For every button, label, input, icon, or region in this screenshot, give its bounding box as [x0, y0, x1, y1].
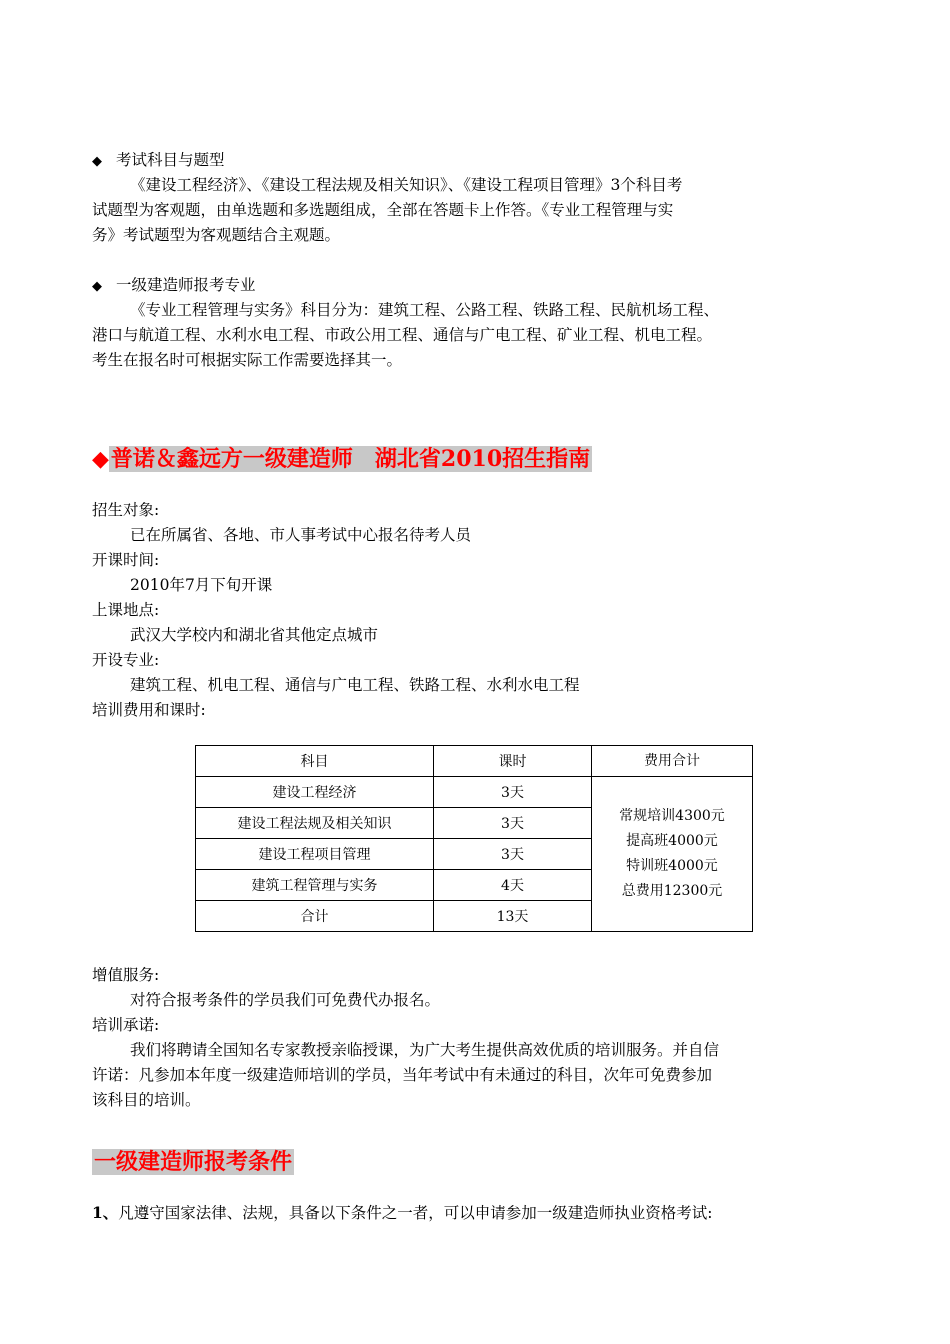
header-fee: 费用合计	[592, 746, 753, 777]
promise-label: 培训承诺:	[92, 1016, 160, 1034]
guide-value: 2010年7月下旬开课	[130, 576, 273, 594]
service-label: 增值服务:	[92, 966, 160, 984]
guide-label: 开设专业:	[92, 651, 160, 669]
section2-paragraph: 《专业工程管理与实务》科目分为：建筑工程、公路工程、铁路工程、民航机场工程、 港口与航道工程、水利水电工程、市政公用工程、通信与广电工程、矿业工程、机电工程。 考生在报名时可根据实际工作需要选择其一。	[92, 301, 720, 369]
section-heading-majors: ◆ 一级建造师报考专业	[92, 276, 256, 294]
table-row: 建设工程经济 3天 常规培训4300元 提高班4000元 特训班4000元 总费用12300元	[196, 777, 753, 808]
guide-label: 开课时间:	[92, 551, 160, 569]
service-text: 对符合报考条件的学员我们可免费代办报名。	[130, 991, 441, 1009]
table-row: 建设工程项目管理 3天	[196, 839, 753, 870]
diamond-bullet-icon: ◆	[92, 154, 102, 169]
guide-info-list	[92, 498, 580, 723]
guide-value: 建筑工程、机电工程、通信与广电工程、铁路工程、水利水电工程	[130, 676, 580, 694]
table-header-row	[196, 746, 753, 777]
conditions-title: 一级建造师报考条件	[94, 1149, 293, 1175]
diamond-bullet-icon: ◆	[92, 279, 102, 294]
fee-total-cell: 常规培训4300元 提高班4000元 特训班4000元 总费用12300元	[592, 777, 753, 932]
fee-table	[195, 745, 753, 932]
guide-value: 武汉大学校内和湖北省其他定点城市	[130, 626, 379, 644]
condition-item: 1、凡遵守国家法律、法规，具备以下条件之一者，可以申请参加一级建造师执业资格考试:	[92, 1203, 713, 1222]
table-row: 建筑工程管理与实务 4天	[196, 870, 753, 901]
table-row-total: 合计 13天	[196, 901, 753, 932]
guide-label: 招生对象:	[92, 501, 160, 519]
section-heading-exam-subjects: ◆ 考试科目与题型	[92, 151, 225, 169]
table-row: 建设工程法规及相关知识 3天	[196, 808, 753, 839]
section1-paragraph: 《建设工程经济》、《建设工程法规及相关知识》、《建设工程项目管理》3个科目考 试题型为客观题，由单选题和多选题组成，全部在答题卡上作答。《专业工程管理与实 务》考试题型为客观题结合主观题。	[92, 176, 683, 244]
header-subject: 科目	[196, 746, 434, 777]
guide-title: ◆普诺＆鑫远方一级建造师 湖北省2010招生指南	[92, 446, 591, 472]
service-promise-block: 增值服务: 对符合报考条件的学员我们可免费代办报名。 培训承诺: 我们将聘请全国知名专家教授亲临授课，为广大考生提供高效优质的培训服务。并自信 许诺：凡参加本年度一级建造师培训的学员，当年考试中有未通过的科目，次年可免费参加 该科目的培训。	[92, 963, 862, 1113]
guide-label: 上课地点:	[92, 601, 160, 619]
header-hours: 课时	[434, 746, 592, 777]
red-diamond-icon: ◆	[92, 446, 109, 472]
fee-label: 培训费用和课时:	[92, 701, 206, 719]
guide-value: 已在所属省、各地、市人事考试中心报名待考人员	[130, 526, 472, 544]
